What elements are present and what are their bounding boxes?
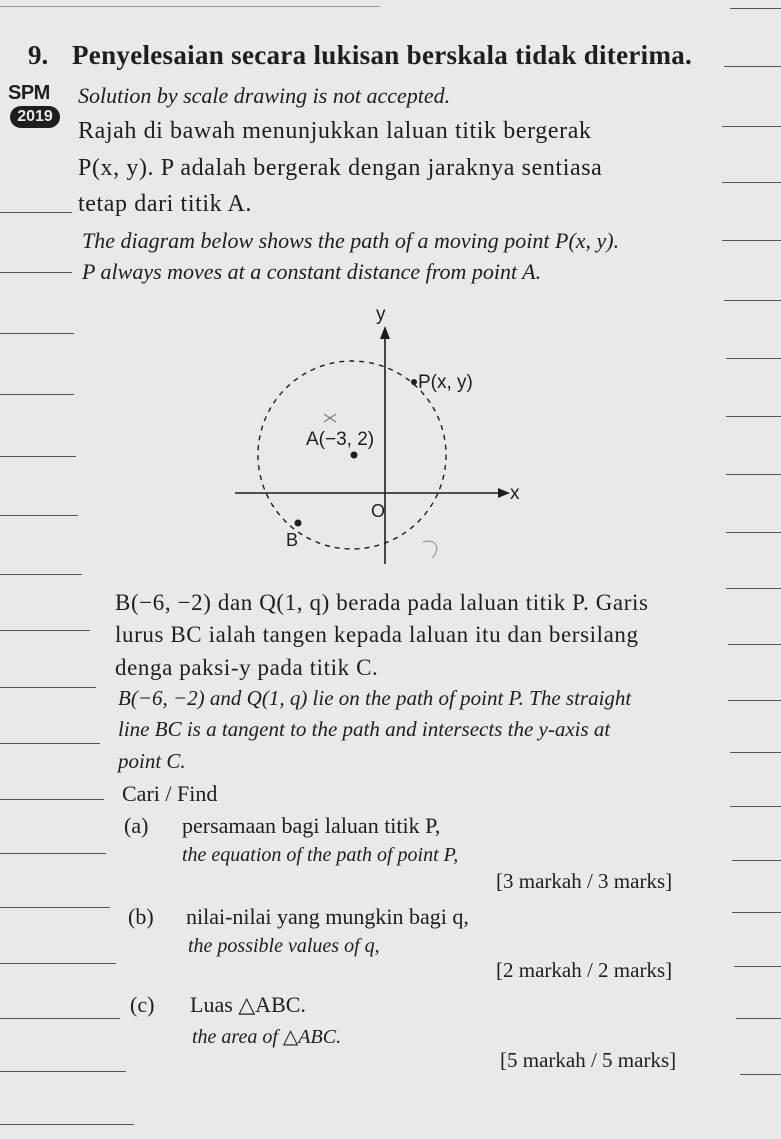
ruled-line bbox=[0, 630, 90, 631]
ruled-line bbox=[724, 66, 781, 67]
instruction-english: Solution by scale drawing is not accepted. bbox=[78, 83, 451, 108]
x-axis-label: x bbox=[510, 483, 520, 504]
y-axis-arrow-icon bbox=[380, 326, 390, 339]
info-english-line-1: B(−6, −2) and Q(1, q) lie on the path of point P. The straight bbox=[118, 686, 632, 710]
ruled-line bbox=[0, 963, 116, 964]
ruled-line bbox=[730, 752, 781, 753]
question-number: 9. bbox=[28, 40, 49, 70]
ruled-line bbox=[722, 182, 781, 183]
ruled-line bbox=[732, 912, 781, 913]
ruled-line bbox=[728, 644, 781, 645]
spm-badge: SPM bbox=[8, 82, 50, 104]
part-a-label: (a) bbox=[124, 813, 149, 838]
point-b-label: B bbox=[286, 530, 299, 550]
point-b-marker bbox=[295, 520, 302, 527]
ruled-line bbox=[726, 474, 781, 475]
ruled-line bbox=[736, 1018, 781, 1019]
instruction-malay: Penyelesaian secara lukisan berskala tidak diterima. bbox=[72, 40, 693, 70]
ruled-line bbox=[0, 212, 72, 213]
intro-malay-line-2: P(x, y). P adalah bergerak dengan jaraknya sentiasa bbox=[78, 155, 603, 181]
part-b-label: (b) bbox=[128, 904, 154, 929]
point-p-marker bbox=[411, 379, 417, 385]
ruled-line bbox=[0, 515, 78, 516]
part-c-marks: [5 markah / 5 marks] bbox=[500, 1048, 677, 1072]
ruled-line bbox=[726, 588, 781, 589]
ruled-line bbox=[0, 272, 72, 273]
ruled-line bbox=[726, 532, 781, 533]
ruled-line bbox=[732, 860, 781, 861]
ruled-line bbox=[734, 966, 781, 967]
part-a-malay: persamaan bagi laluan titik P, bbox=[182, 813, 441, 838]
ruled-line bbox=[0, 743, 100, 744]
ruled-line bbox=[0, 574, 82, 575]
part-b-malay: nilai-nilai yang mungkin bagi q, bbox=[186, 904, 469, 929]
ruled-line bbox=[0, 799, 104, 800]
pencil-mark bbox=[423, 541, 437, 558]
ruled-line bbox=[0, 907, 110, 908]
intro-english-line-2: P always moves at a constant distance from point A. bbox=[82, 259, 542, 284]
ruled-line bbox=[722, 240, 781, 241]
ruled-line bbox=[726, 358, 781, 359]
part-b-marks: [2 markah / 2 marks] bbox=[496, 958, 673, 982]
info-malay-line-3: denga paksi-y pada titik C. bbox=[115, 655, 379, 680]
ruled-line bbox=[740, 1074, 781, 1075]
ruled-line bbox=[724, 300, 781, 301]
find-label: Cari / Find bbox=[122, 781, 218, 806]
ruled-line bbox=[0, 1071, 126, 1072]
ruled-line bbox=[726, 416, 781, 417]
part-a-english: the equation of the path of point P, bbox=[182, 844, 459, 866]
ruled-line bbox=[722, 126, 781, 127]
origin-label: O bbox=[371, 501, 386, 521]
ruled-line bbox=[0, 687, 96, 688]
info-malay-line-2: lurus BC ialah tangen kepada laluan itu dan bersilang bbox=[115, 622, 639, 647]
point-a-label: A(−3, 2) bbox=[306, 429, 375, 450]
x-axis-arrow-icon bbox=[498, 488, 510, 498]
ruled-line bbox=[0, 1018, 120, 1019]
circle-path-diagram bbox=[220, 292, 520, 582]
ruled-line bbox=[0, 6, 380, 7]
ruled-line bbox=[0, 394, 74, 395]
info-english-line-3: point C. bbox=[118, 749, 186, 773]
part-c-malay: Luas △ABC. bbox=[190, 992, 306, 1017]
intro-malay-line-3: tetap dari titik A. bbox=[78, 191, 253, 217]
ruled-line bbox=[0, 1124, 134, 1125]
info-malay-line-1: B(−6, −2) dan Q(1, q) berada pada laluan titik P. Garis bbox=[115, 590, 649, 615]
pencil-mark bbox=[324, 414, 336, 422]
part-c-english: the area of △ABC. bbox=[192, 1026, 342, 1048]
ruled-line bbox=[0, 456, 76, 457]
part-a-marks: [3 markah / 3 marks] bbox=[496, 869, 673, 893]
ruled-line bbox=[728, 700, 781, 701]
year-badge: 2019 bbox=[10, 106, 60, 128]
ruled-line bbox=[730, 806, 781, 807]
info-english-line-2: line BC is a tangent to the path and intersects the y-axis at bbox=[118, 717, 611, 741]
part-b-english: the possible values of q, bbox=[188, 935, 380, 957]
y-axis-label: y bbox=[376, 304, 386, 325]
ruled-line bbox=[0, 853, 106, 854]
point-a-marker bbox=[351, 452, 358, 459]
point-p-label: P(x, y) bbox=[418, 372, 473, 393]
intro-english-line-1: The diagram below shows the path of a moving point P(x, y). bbox=[82, 228, 620, 253]
ruled-line bbox=[730, 8, 781, 9]
ruled-line bbox=[0, 333, 74, 334]
intro-malay-line-1: Rajah di bawah menunjukkan laluan titik bergerak bbox=[78, 118, 592, 144]
part-c-label: (c) bbox=[130, 992, 155, 1017]
